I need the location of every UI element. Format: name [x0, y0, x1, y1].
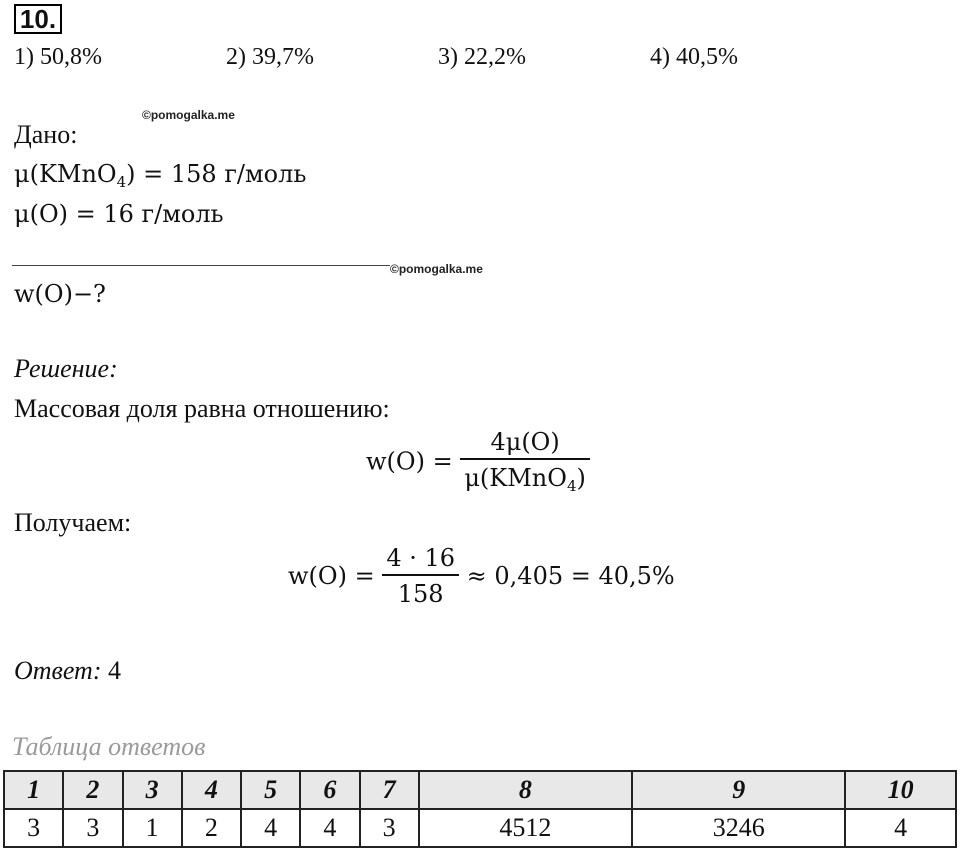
formula-fraction	[460, 428, 590, 495]
header-cell: 9	[632, 771, 845, 809]
header-cell: 7	[360, 771, 419, 809]
find-line: w(O)−?	[14, 280, 106, 308]
calc-fraction	[382, 544, 459, 608]
solution-label: Решение:	[14, 354, 118, 383]
header-cell: 2	[63, 771, 122, 809]
value-cell: 3	[4, 809, 63, 847]
option-2: 2) 39,7%	[226, 44, 314, 70]
given-line-1-lhs: μ(KMnO	[14, 160, 117, 188]
answer-table-header-row	[4, 771, 956, 809]
solution-intro: Массовая доля равна отношению:	[14, 394, 390, 423]
option-4: 4) 40,5%	[650, 44, 738, 70]
header-cell: 6	[300, 771, 359, 809]
watermark: ©pomogalka.me	[142, 108, 235, 122]
calc-denominator: 158	[382, 574, 459, 608]
given-line-1	[14, 160, 306, 191]
calc-lhs: w(O) =	[288, 562, 375, 590]
value-cell: 4	[241, 809, 300, 847]
answer-table-caption: Таблица ответов	[12, 732, 206, 761]
answer-table-value-row	[4, 809, 956, 847]
given-line-2: μ(O) = 16 г/моль	[14, 200, 224, 228]
given-label: Дано:	[14, 120, 78, 149]
value-cell: 3	[360, 809, 419, 847]
formula-den-main: μ(KMnO	[464, 464, 567, 492]
formula-denominator	[460, 458, 590, 495]
option-1: 1) 50,8%	[14, 44, 102, 70]
calc-numerator: 4 · 16	[386, 544, 456, 572]
formula-numerator: 4μ(O)	[490, 428, 560, 456]
value-cell: 3	[63, 809, 122, 847]
header-cell: 10	[845, 771, 956, 809]
value-cell: 3246	[632, 809, 845, 847]
value-cell: 4	[300, 809, 359, 847]
answer-line	[14, 656, 121, 686]
answer-table	[3, 770, 957, 848]
given-divider	[12, 265, 390, 266]
formula-den-end: )	[576, 464, 586, 492]
value-cell: 4	[845, 809, 956, 847]
answer-value: 4	[107, 656, 121, 685]
header-cell: 8	[419, 771, 632, 809]
answer-label: Ответ:	[14, 656, 102, 685]
formula-den-sub: 4	[566, 477, 577, 495]
header-cell: 3	[123, 771, 182, 809]
formula	[366, 428, 590, 495]
get-label: Получаем:	[14, 508, 132, 537]
option-3: 3) 22,2%	[438, 44, 526, 70]
calc-rhs: ≈ 0,405 = 40,5%	[466, 562, 675, 590]
watermark-2: ©pomogalka.me	[390, 262, 483, 276]
header-cell: 1	[4, 771, 63, 809]
calculation	[288, 544, 675, 608]
header-cell: 4	[182, 771, 241, 809]
value-cell: 4512	[419, 809, 632, 847]
given-line-1-sub: 4	[116, 173, 127, 191]
question-number: 10.	[14, 4, 62, 34]
value-cell: 1	[123, 809, 182, 847]
header-cell: 5	[241, 771, 300, 809]
value-cell: 2	[182, 809, 241, 847]
given-line-1-rhs: ) = 158 г/моль	[126, 160, 307, 188]
formula-lhs: w(O) =	[366, 447, 453, 476]
